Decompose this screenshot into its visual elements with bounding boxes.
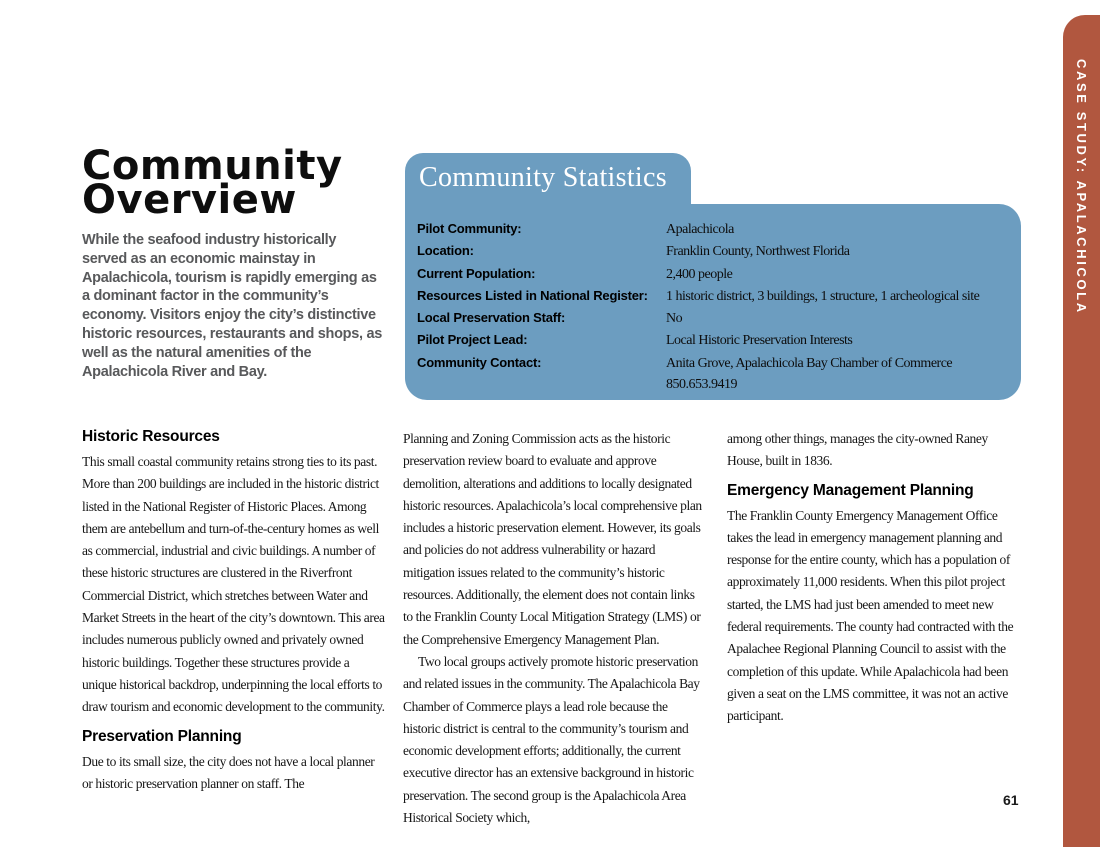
stats-value: 2,400 people [666, 266, 733, 282]
stats-row-preservation-staff [417, 307, 1021, 329]
column-middle [403, 428, 707, 829]
stats-row-national-register [417, 285, 1021, 307]
stats-value: 850.653.9419 [666, 377, 737, 393]
heading-historic-resources: Historic Resources [82, 428, 220, 445]
stats-label: Location: [417, 243, 474, 259]
stats-row-project-lead [417, 329, 1021, 351]
stats-value: Local Historic Preservation Interests [666, 333, 853, 349]
side-tab-label: CASE STUDY: APALACHICOLA [1074, 59, 1089, 315]
heading-preservation-planning: Preservation Planning [82, 727, 242, 745]
page-title-line2: Overview [82, 177, 297, 223]
community-statistics-title: Community Statistics [419, 162, 667, 193]
body-paragraph: The Franklin County Emergency Management Office takes the lead in emergency management planning and response for the entire county, which has a population of approximately 11,000 residents. When this pilot project started, the LMS had just been amended to meet new federal requirements. The county had contracted with the Apalachee Regional Planning Council to assist with the completion of this update. While Apalachicola had been given a seat on the LMS committee, it was not an active participant. [727, 507, 1014, 724]
stats-label: Pilot Community: [417, 221, 522, 236]
stats-row-location [417, 240, 1021, 262]
page-title-line1: Community [82, 143, 343, 189]
intro-paragraph: While the seafood industry historically served as an economic mainstay in Apalachicola, tourism is rapidly emerging as a dominant factor in the community’s economy. Visitors enjoy the city’s distinctive historic resources, restaurants and shops, as well as the natural amenities of the Apalachicola River and Bay. [82, 232, 382, 380]
stats-row-pilot-community [417, 218, 1021, 240]
heading-emergency-management-planning: Emergency Management Planning [727, 481, 974, 499]
body-paragraph: Due to its small size, the city does not have a local planner or historic preservation planner on staff. The [82, 753, 375, 791]
community-statistics-tab [405, 153, 691, 205]
body-paragraph: This small coastal community retains strong ties to its past. More than 200 buildings are included in the historic district listed in the National Register of Historic Places. Among them are antebellum and turn-of-the-century homes as well as commercial, industrial and civic buildings. A number of these historic structures are clustered in the Riverfront Commercial District, which stretches between Water and Market Streets in the heart of the city’s downtown. This area includes numerous publicly owned and privately owned historic buildings. Together these structures provide a unique historical backdrop, underpinning the local efforts to draw tourism and economic development to the community. [82, 454, 385, 715]
community-statistics-box [405, 204, 1021, 400]
stats-label: Current Population: [417, 265, 536, 281]
stats-value: Apalachicola [666, 222, 734, 237]
stats-value: No [666, 311, 683, 327]
column-right [727, 428, 1023, 728]
page-number: 61 [1003, 792, 1019, 808]
stats-label: Pilot Project Lead: [417, 332, 528, 348]
stats-value: Franklin County, Northwest Florida [666, 244, 850, 260]
stats-row-contact-phone [417, 374, 1021, 395]
case-study-side-tab [1063, 15, 1100, 847]
stats-row-current-population [417, 263, 1021, 285]
body-paragraph: Planning and Zoning Commission acts as the historic preservation review board to evaluate and approve demolition, alterations and additions to locally designated historic resources. Apalachicola’s local comprehensive plan includes a historic preservation element. However, its goals and policies do not address vulnerability or hazard mitigation issues related to the community’s historic resources. Additionally, the element does not contain links to the Franklin County Local Mitigation Strategy (LMS) or the Comprehensive Emergency Management Plan. [403, 431, 702, 647]
stats-value: Anita Grove, Apalachicola Bay Chamber of Commerce [666, 355, 953, 371]
stats-row-community-contact [417, 352, 1021, 374]
body-paragraph: among other things, manages the city-owned Raney House, built in 1836. [727, 431, 988, 469]
column-left [82, 428, 385, 795]
body-paragraph: Two local groups actively promote historic preservation and related issues in the community. The Apalachicola Bay Chamber of Commerce plays a lead role because the historic district is central to the community’s tourism and economic development efforts; additionally, the current executive director has an extensive background in historic preservation. The second group is the Apalachicola Area Historical Society which, [403, 653, 700, 826]
stats-label: Resources Listed in National Register: [417, 287, 648, 303]
stats-value: 1 historic district, 3 buildings, 1 structure, 1 archeological site [666, 288, 980, 304]
stats-label: Community Contact: [417, 354, 542, 370]
page-title [82, 143, 343, 223]
stats-label: Local Preservation Staff: [417, 310, 566, 326]
